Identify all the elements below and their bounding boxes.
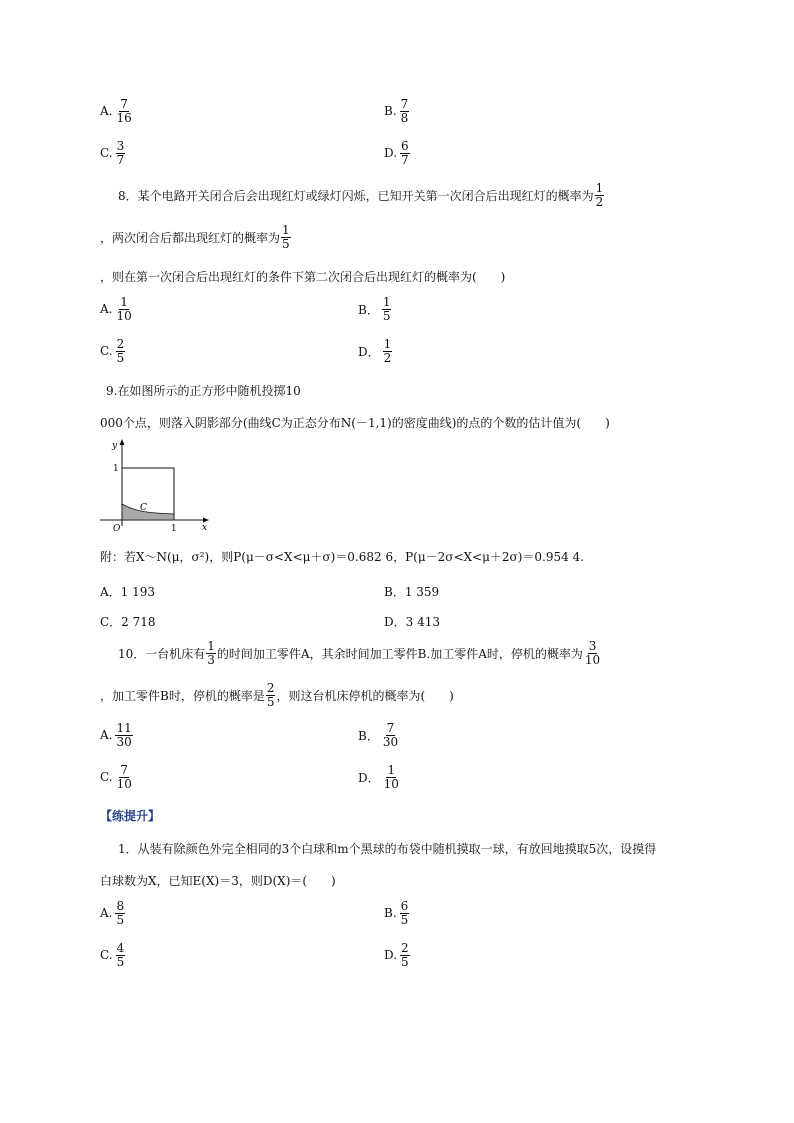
q9-line2: 000个点，则落入阴影部分(曲线C为正态分布N(－1,1)的密度曲线)的点的个数的估计值为( ) [100,416,610,430]
section-title: 【练提升】 [100,809,161,823]
numerator: 7 [120,97,128,111]
q8-text-2: ，两次闭合后都出现红灯的概率为 [100,230,281,245]
q7-option-a [100,98,134,124]
q10-option-a [100,722,134,748]
fraction [584,640,601,666]
denominator: 5 [116,350,125,365]
numerator: 7 [120,763,129,777]
fraction [206,640,216,666]
numerator: 7 [386,721,395,735]
option-label: B. [384,906,397,921]
q8-line3: ，则在第一次闭合后出现红灯的条件下第二次闭合后出现红灯的概率为( ) [100,270,506,284]
numerator: 1 [382,295,391,309]
option-label: D. [384,146,398,161]
numerator: 7 [400,97,409,111]
q7-option-c [100,140,126,166]
q8-line2 [100,224,292,250]
numerator: 1 [387,763,396,777]
denominator: 10 [383,776,399,791]
fraction [115,98,132,124]
fraction [400,98,410,124]
fraction [382,722,399,748]
fraction [115,296,132,322]
option-label: B． [358,728,379,743]
curve-label: C [140,503,147,513]
denominator: 5 [116,912,125,927]
x-axis-arrow [203,518,209,523]
q7-option-d [384,140,411,166]
numerator: 11 [116,721,132,735]
q8-text-1: 8．某个电路开关闭合后会出现红灯或绿灯闪烁，已知开关第一次闭合后出现红灯的概率为 [118,188,594,203]
option-label: C. [100,344,113,359]
q8-option-a [100,296,134,322]
q10-text-1b: 的时间加工零件A，其余时间加工零件B.加工零件A时，停机的概率为 [216,646,583,661]
fraction [382,296,392,322]
y-tick-label: 1 [113,464,119,474]
fraction [400,942,410,968]
option-label: D． [358,770,380,785]
numerator: 2 [116,337,125,351]
option-label: A. [100,302,113,317]
denominator: 30 [116,734,132,749]
option-label: C. [100,948,113,963]
denominator: 5 [401,954,409,969]
q9-option-d: D．3 413 [384,615,440,629]
option-label: B. [384,104,397,119]
y-axis-label: y [112,441,118,451]
x-axis-label: x [202,523,208,532]
option-label: A. [100,104,113,119]
p1-option-b [384,900,410,926]
fraction [400,140,410,166]
q8-option-c [100,338,126,364]
denominator: 2 [595,194,604,209]
q10-option-d [358,764,401,790]
option-label: A. [100,728,113,743]
numerator: 1 [595,181,604,195]
numerator: 6 [401,139,409,153]
q8-option-d [358,338,393,364]
q9-option-a: A．1 193 [100,585,156,599]
denominator: 7 [116,152,125,167]
fraction [281,224,291,250]
option-label: C. [100,146,113,161]
fraction [116,338,126,364]
p1-line1: 1．从装有除颜色外完全相同的3个白球和m个黑球的布袋中随机摸取一球，有放回地摸取5次，设摸得 [118,842,657,856]
numerator: 1 [120,295,128,309]
numerator: 1 [207,639,215,653]
option-label: D． [358,344,380,359]
fraction [595,182,605,208]
numerator: 3 [116,139,125,153]
x-tick-label: 1 [171,524,177,532]
q8-line1 [118,182,605,208]
option-label: C. [100,770,113,785]
fraction [383,338,393,364]
fraction [116,942,126,968]
denominator: 7 [401,152,409,167]
q7-option-b [384,98,410,124]
q9-option-c: C．2 718 [100,615,156,629]
fraction [400,900,410,926]
denominator: 16 [116,110,132,125]
fraction [116,764,133,790]
q10-text-2b: ，则这台机床停机的概率为( ) [276,688,454,703]
p1-line2: 白球数为X，已知E(X)＝3，则D(X)＝( ) [100,874,336,888]
origin-label: O [113,524,121,532]
denominator: 5 [282,236,290,251]
denominator: 5 [266,694,275,709]
q10-option-b [358,722,400,748]
numerator: 8 [116,899,125,913]
fraction [383,764,400,790]
shaded-region [122,504,174,520]
numerator: 3 [588,639,597,653]
denominator: 5 [400,912,409,927]
denominator: 8 [400,110,409,125]
q8-option-b [358,296,392,322]
numerator: 4 [116,941,125,955]
numerator: 2 [401,941,409,955]
p1-option-a [100,900,126,926]
q10-text-2a: ，加工零件B时，停机的概率是 [100,688,265,703]
q10-line2 [100,682,454,708]
q10-line1 [118,640,602,666]
q10-option-c [100,764,134,790]
denominator: 5 [116,954,125,969]
p1-option-c [100,942,126,968]
option-label: D. [384,948,398,963]
denominator: 2 [383,350,392,365]
q10-text-1a: 10．一台机床有 [118,646,206,661]
q9-note: 附：若X～N(μ，σ²)，则P(μ－σ<X<μ＋σ)＝0.682 6，P(μ－2σ<X<μ＋2σ)＝0.954 4. [100,550,585,564]
denominator: 30 [382,734,399,749]
numerator: 2 [266,681,275,695]
fraction [266,682,276,708]
denominator: 10 [116,308,132,323]
denominator: 10 [116,776,132,791]
numerator: 1 [282,223,290,237]
option-label: A. [100,906,113,921]
q9-figure [98,436,214,532]
y-axis-arrow [120,439,125,445]
fraction [115,900,125,926]
q9-line1: 9.在如图所示的正方形中随机投掷10 [106,384,301,398]
denominator: 3 [207,652,215,667]
denominator: 5 [382,308,391,323]
q9-option-b: B．1 359 [384,585,440,599]
fraction [115,722,132,748]
numerator: 6 [400,899,409,913]
option-label: B． [358,302,379,317]
denominator: 10 [584,652,601,667]
numerator: 1 [383,337,392,351]
p1-option-d [384,942,411,968]
fraction [116,140,126,166]
